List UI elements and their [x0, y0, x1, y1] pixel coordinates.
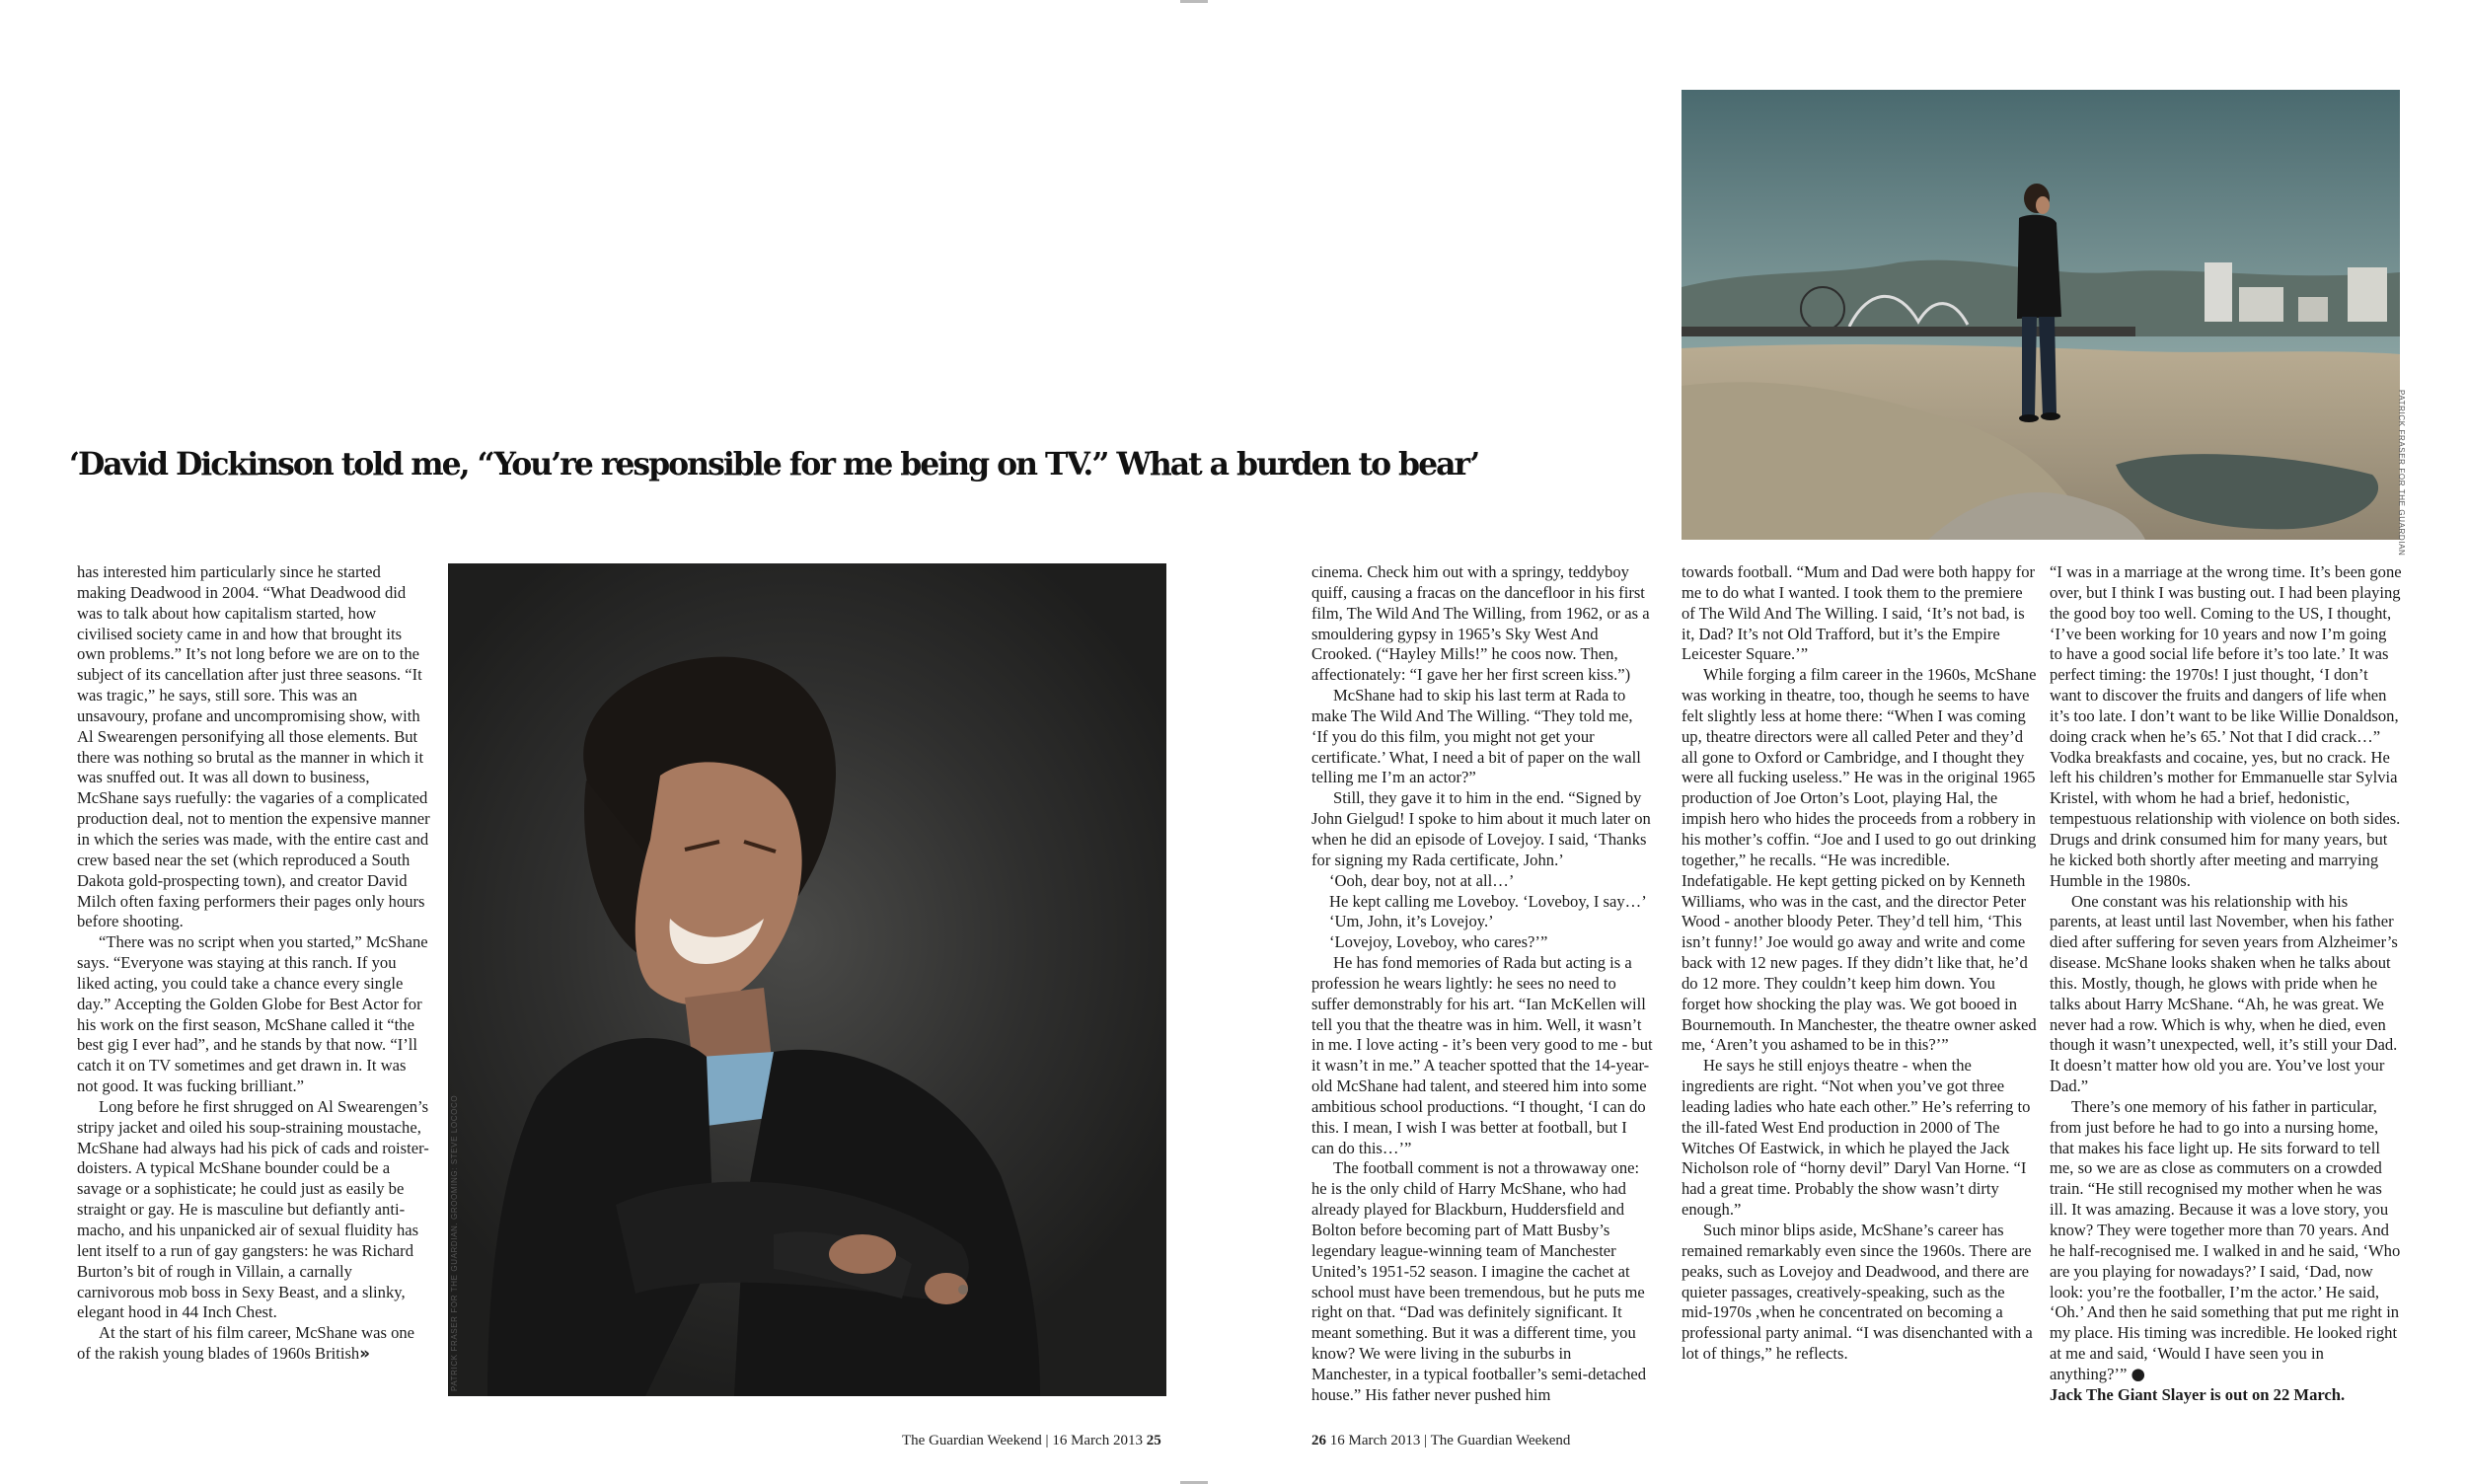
paragraph: Such minor blips aside, McShane’s career has remained remarkably even since the 1960s. There are peaks, such as Lovejoy and Deadwood, and there are quieter passages, creatively-speaking, such as the mid-1970s ,when he concentrated on becoming a professional party animal. “I was disenchanted with a lot of things,” he reflects.: [1682, 1221, 2033, 1364]
page-number: 25: [1146, 1433, 1161, 1448]
paragraph: towards football. “Mum and Dad were both happy for me to do what I wanted. I took them to the premiere of The Wild And The Willing. I said, ‘It’s not bad, is it, Dad? It’s not Old Trafford, but it’s the Empire Leicester Square.’”: [1682, 562, 2036, 664]
paragraph: “There was no script when you started,” McShane says. “Everyone was staying at this ranch. If you liked acting, you could take a chance every single day.” Accepting the Golden Globe for Best Actor for his work on the first season, McShane called it “the best gig I ever had”, and he stands by that now. “I’ll catch it on TV sometimes and get drawn in. It was not good. It was fucking brilliant.”: [77, 932, 428, 1096]
right-page-column-3: [2050, 562, 2403, 1406]
left-page-column-1: [77, 562, 430, 1365]
dialogue-line: ‘Um, John, it’s Lovejoy.’: [1329, 912, 1494, 931]
gutter-mark: [1180, 0, 1208, 3]
right-page-column-1: [1311, 562, 1653, 1406]
end-mark: ●: [2131, 1364, 2145, 1383]
dialogue-line: ‘Lovejoy, Loveboy, who cares?’”: [1329, 932, 1548, 952]
paragraph: “I was in a marriage at the wrong time. It’s been gone over, but I think I was busting out. I had been playing the good boy too well. Coming to the US, I thought, ‘I’ve been working for 10 years and now I’m going to have a good social life before it’s too late.’ It was perfect timing: the 1970s! I just thought, ‘I don’t want to discover the fruits and dangers of life when it’s too late. I don’t want to be like Willie Donaldson, doing crack when he’s 65.’ Not that I did crack…” Vodka breakfasts and cocaine, yes, but no crack. He left his children’s mother for Emmanuelle star Sylvia Kristel, with whom he had a brief, hedonistic, tempestuous relationship with violence on both sides. Drugs and drink consumed him for many years, but he kicked both shortly after meeting and marrying Humble in the 1980s.: [2050, 562, 2402, 890]
right-page-column-2: [1682, 562, 2037, 1365]
page-number: 26: [1311, 1433, 1326, 1448]
beach-photo: [1682, 90, 2400, 540]
article-footnote: Jack The Giant Slayer is out on 22 March.: [2050, 1384, 2346, 1404]
paragraph: There’s one memory of his father in particular, from just before he had to go into a nursing home, that makes his face light up. He sits forward to tell me, so we are as close as commuters on a crowded train. “He still recognised my mother when he was ill. It was amazing. Because it was a love story, you know? They were together more than 70 years. And he half-recognised me. I walked in and he said, ‘Who are you playing for nowadays?’ I said, ‘Dad, now look: you’re the footballer, I’m the actor.’ He said, ‘Oh.’ And then he said something that put me right in my place. His timing was incredible. He looked right at me and said, ‘Would I have seen you in anything?’” ●: [2050, 1096, 2401, 1383]
paragraph: At the start of his film career, McShane was one of the rakish young blades of 1960s British»: [77, 1323, 415, 1364]
paragraph: Long before he first shrugged on Al Swearengen’s stripy jacket and oiled his soup-straining moustache, McShane had always had his pick of cads and roister-doisters. A typical McShane bounder could be a savage or a sophisticate; he could just as easily be straight or gay. He is masculine but defiantly anti-macho, and his unpanicked air of sexual fluidity has lent itself to a run of gay gangsters: he was Richard Burton’s bit of rough in Villain, a carnally carnivorous mob boss in Sexy Beast, and a slinky, elegant hood in 44 Inch Chest.: [77, 1096, 429, 1322]
right-folio: 26 16 March 2013 | The Guardian Weekend: [1311, 1433, 1571, 1448]
left-folio: The Guardian Weekend | 16 March 2013 25: [902, 1433, 1161, 1448]
dialogue-line: ‘Ooh, dear boy, not at all…’: [1329, 870, 1515, 890]
paragraph: He says he still enjoys theatre - when the ingredients are right. “Not when you’ve got three leading ladies who hate each other.” He’s referring to the ill-fated West End production in 2000 of The Witches Of Eastwick, in which he played the Jack Nicholson role of “horny devil” Daryl Van Horne. “I had a great time. Probably the show wasn’t dirty enough.”: [1682, 1056, 2031, 1220]
man-laughing-portrait: [448, 563, 1166, 1396]
dialogue-line: He kept calling me Loveboy. ‘Loveboy, I say…’: [1329, 891, 1647, 911]
paragraph: While forging a film career in the 1960s, McShane was working in theatre, too, though he seems to have felt slightly less at home there: “When I was coming up, theatre directors were all called Peter and they’d all gone to Oxford or Cambridge, and I thought they were all fucking useless.” He was in the original 1965 production of Joe Orton’s Loot, playing Hal, the impish hero who hides the proceeds from a robbery in his mother’s coffin. “Joe and I used to go out drinking together,” he recalls. “He was incredible. Indefatigable. He kept getting picked on by Kenneth Williams, who was in the cast, and the director Peter Wood - another bloody Peter. They’d tell him, ‘This isn’t funny!’ Joe would go away and write and come back with 12 new pages. If they didn’t like that, he’d do 12 more. They couldn’t keep him down. You forget how shocking the play was. We got booed in Bournemouth. In Manchester, the theatre owner asked me, ‘Aren’t you ashamed to be in this?’”: [1682, 665, 2037, 1055]
paragraph: One constant was his relationship with his parents, at least until last November, when his father died after suffering for seven years from Alzheimer’s disease. McShane looks shaken when he talks about this. Mostly, though, he glows with pride when he talks about Harry McShane. “Ah, he was great. We never had a row. Which is why, when he died, even though it wasn’t unexpected, well, it’s still your Dad. It doesn’t matter how old you are. You’ve lost your Dad.”: [2050, 891, 2398, 1096]
paragraph: has interested him particularly since he started making Deadwood in 2004. “What Deadwood did was to talk about how capitalism started, how civilised society came in and how that brought its own problems.” It’s not long before we are on to the subject of its cancellation after just three seasons. “It was tragic,” he says, still sore. This was an unsavoury, profane and uncompromising show, with Al Swearengen personifying all those elements. But there was nothing so brutal as the manner in which it was snuffed out. It was all down to business, McShane says ruefully: the vagaries of a complicated production deal, not to mention the expensive manner in which the series was made, with the entire cast and crew based near the set (which reproduced a South Dakota gold-prospecting town), and creator David Milch often faxing performers their pages only hours before shooting.: [77, 562, 430, 931]
pull-quote: ‘David Dickinson told me, “You’re responsible for me being on TV.” What a burden to bear’: [69, 446, 1479, 482]
continue-mark: »: [359, 1344, 370, 1364]
man-on-beach-scene: [1682, 90, 2400, 540]
paragraph: The football comment is not a throwaway one: he is the only child of Harry McShane, who had already played for Blackburn, Huddersfield and Bolton before becoming part of Matt Busby’s legendary league-winning team of Manchester United’s 1951-52 season. I imagine the cachet at school must have been tremendous, but he puts me right on that. “Dad was definitely significant. It meant something. But it was a different time, you know? We were living in the suburbs in Manchester, in a typical footballer’s semi-detached house.” His father never pushed him: [1311, 1158, 1647, 1404]
paragraph: He has fond memories of Rada but acting is a profession he wears lightly: he sees no need to suffer demonstrably for his art. “Ian McKellen will tell you that the theatre was in him. Well, it wasn’t in me. I love acting - it’s been very good to me - but it wasn’t in me.” A teacher spotted that the 14-year-old McShane had talent, and steered him into some ambitious school productions. “I thought, ‘I can do this. I mean, I wish I was better at football, but I can do this…’”: [1311, 953, 1653, 1157]
paragraph: Still, they gave it to him in the end. “Signed by John Gielgud! I spoke to him about it much later on when he did an episode of Lovejoy. I said, ‘Thanks for signing my Rada certificate, John.’: [1311, 788, 1651, 869]
paragraph: cinema. Check him out with a springy, teddyboy quiff, causing a fracas on the dancefloor in his first film, The Wild And The Willing, from 1962, or as a smouldering gypsy in 1965’s Sky West And Crooked. (“Hayley Mills!” he coos now. Then, affectionately: “I gave her her first screen kiss.”): [1311, 562, 1650, 685]
paragraph: McShane had to skip his last term at Rada to make The Wild And The Willing. “They told me, ‘If you do this film, you might not get your certificate.’ What, I need a bit of paper on the wall telling me I’m an actor?”: [1311, 686, 1641, 787]
portrait-photo: [448, 563, 1166, 1396]
photo-credit: PATRICK FRASER FOR THE GUARDIAN: [2397, 390, 2406, 556]
photo-credit: PATRICK FRASER FOR THE GUARDIAN. GROOMING: STEVE LOCOCO: [450, 1094, 459, 1391]
